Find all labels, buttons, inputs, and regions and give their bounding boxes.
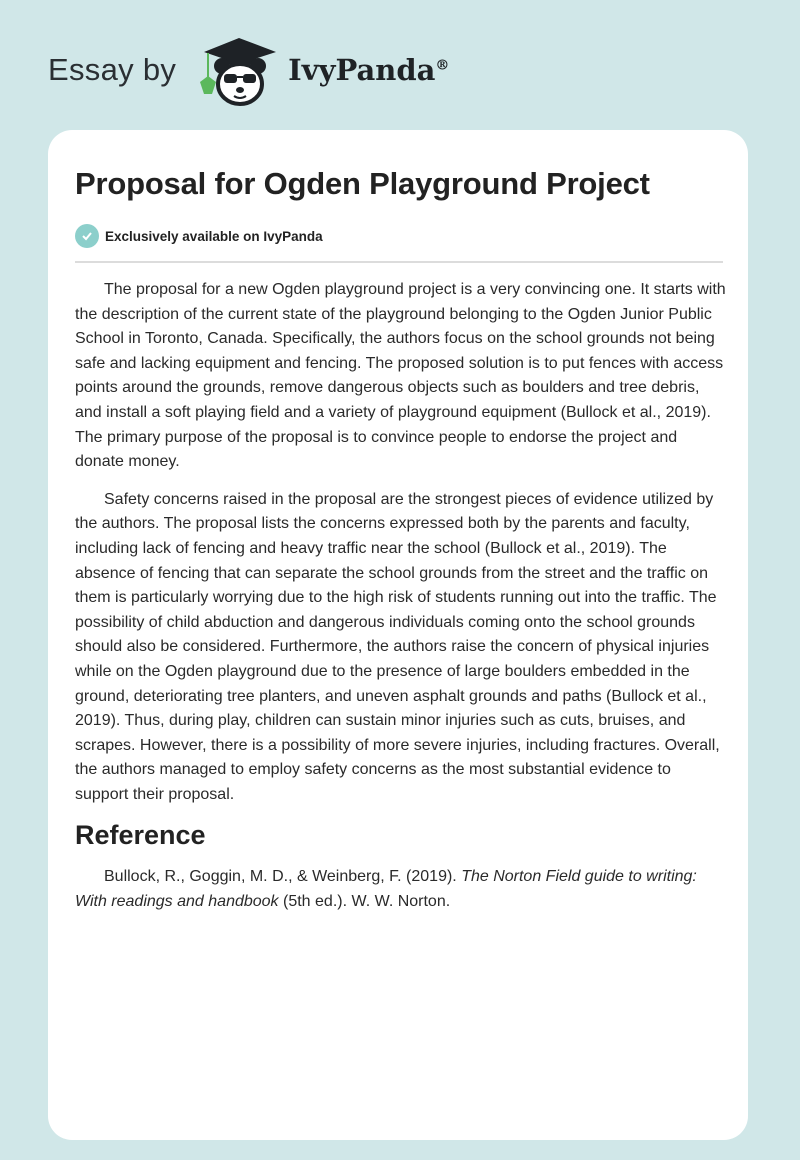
- brand-text: IvyPanda: [288, 53, 436, 87]
- reference-title: The Norton Field guide to writing: With readings and handbook: [75, 868, 697, 911]
- site-header: [48, 30, 449, 110]
- reference-heading: Reference: [75, 820, 206, 851]
- essay-by-label: Essay by: [48, 52, 177, 87]
- brand-name[interactable]: [288, 53, 449, 87]
- page-title: Proposal for Ogden Playground Project: [75, 166, 650, 201]
- exclusive-label: Exclusively available on IvyPanda: [105, 228, 323, 244]
- registered-mark: ®: [435, 57, 450, 74]
- exclusive-badge: [75, 224, 323, 248]
- paragraph: Safety concerns raised in the proposal are the strongest pieces of evidence utilized by the authors. The proposal lists the concerns expressed both by the parents and faculty, including lack of fencing and heavy traffic near the school (Bullock et al., 2019). The absence of fencing that can separate the school grounds from the street and the traffic on them is particularly worrying due to the high risk of students running out into the traffic. The possibility of child abduction and dangerous individuals coming onto the school grounds should also be considered. Furthermore, the authors raise the concern of physical injuries while on the Ogden playground due to the presence of large boulders embedded in the ground, deteriorating tree planters, and uneven asphalt grounds and paths (Bullock et al., 2019). Thus, during play, children can sustain minor injuries such as cuts, bruises, and scrapes. However, there is a possibility of more severe injuries, including fractures. Overall, the authors managed to employ safety concerns as the most substantial evidence to support their proposal.: [75, 490, 720, 803]
- divider: [75, 261, 723, 263]
- essay-card: [48, 130, 748, 1140]
- check-icon: [75, 224, 99, 248]
- reference-publisher: (5th ed.). W. W. Norton.: [278, 893, 451, 911]
- essay-body: [75, 278, 727, 928]
- ivypanda-logo-icon[interactable]: [194, 30, 284, 110]
- paragraph: The proposal for a new Ogden playground project is a very convincing one. It starts with the description of the current state of the playground belonging to the Ogden Junior Public School in Toronto, Canada. Specifically, the authors focus on the school grounds not being safe and lacking equipment and fencing. The proposed solution is to put fences with access points around the grounds, remove dangerous objects such as boulders and tree debris, and install a soft playing field and a variety of playground equipment (Bullock et al., 2019). The primary purpose of the proposal is to convince people to endorse the project and donate money.: [75, 281, 726, 471]
- reference-authors: Bullock, R., Goggin, M. D., & Weinberg, F. (2019).: [104, 868, 462, 886]
- reference-entry: [75, 865, 727, 914]
